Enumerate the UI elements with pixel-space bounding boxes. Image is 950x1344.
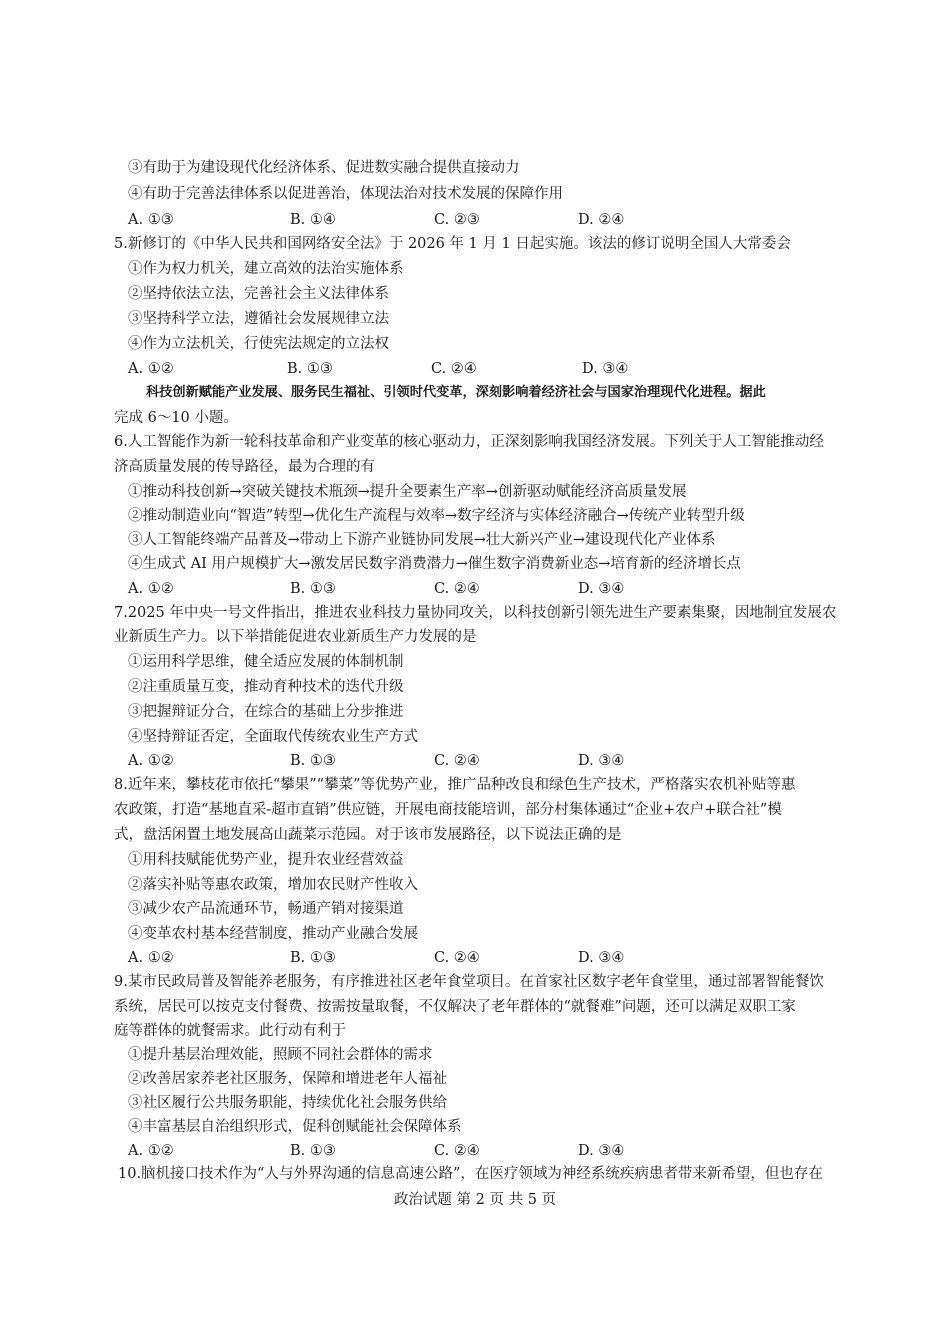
q9-stem-line-2: 系统，居民可以按克支付餐费、按需按量取餐，不仅解决了老年群体的“就餐难”问题，还可以满足双职工家 bbox=[114, 999, 796, 1015]
q4-choice-b: B. ①④ bbox=[290, 212, 336, 228]
q9-choice-a: A. ①② bbox=[128, 1143, 174, 1159]
q6-stem-line-2: 济高质量发展的传导路径，最为合理的有 bbox=[114, 459, 375, 475]
q8-stem-line-2: 农政策，打造“基地直采-超市直销”供应链，开展电商技能培训，部分村集体通过“企业+农户+联合社”模 bbox=[114, 802, 782, 818]
q7-choice-a: A. ①② bbox=[128, 753, 174, 769]
q7-item-3: ③把握辩证分合，在综合的基础上分步推进 bbox=[128, 704, 404, 720]
q7-stem-line-2: 业新质生产力。以下举措能促进农业新质生产力发展的是 bbox=[114, 629, 477, 645]
q7-choice-d: D. ③④ bbox=[578, 753, 625, 769]
q5-item-4: ④作为立法机关，行使宪法规定的立法权 bbox=[128, 336, 389, 352]
q4-choice-a: A. ①③ bbox=[128, 212, 174, 228]
q9-item-4: ④丰富基层自治组织形式，促科创赋能社会保障体系 bbox=[128, 1119, 462, 1135]
q9-choice-c: C. ②④ bbox=[434, 1143, 480, 1159]
q8-item-4: ④变革农村基本经营制度，推动产业融合发展 bbox=[128, 926, 418, 942]
material-line-2: 完成 6～10 小题。 bbox=[114, 410, 238, 426]
q8-stem-line-1: 8.近年来，攀枝花市依托“攀果”“攀菜”等优势产业，推广品种改良和绿色生产技术，严格落实农机补贴等惠 bbox=[114, 777, 796, 793]
q4-item-3: ③有助于为建设现代化经济体系、促进数实融合提供直接动力 bbox=[128, 160, 520, 176]
q8-choice-a: A. ①② bbox=[128, 950, 174, 966]
q5-stem: 5.新修订的《中华人民共和国网络安全法》于 2026 年 1 月 1 日起实施。该法的修订说明全国人大常委会 bbox=[114, 236, 791, 252]
q6-choice-d: D. ③④ bbox=[578, 581, 625, 597]
q4-choice-c: C. ②③ bbox=[434, 212, 480, 228]
q6-item-3: ③人工智能终端产品普及→带动上下游产业链协同发展→壮大新兴产业→建设现代化产业体系 bbox=[128, 532, 716, 548]
q5-item-2: ②坚持依法立法，完善社会主义法律体系 bbox=[128, 286, 389, 302]
q7-choice-b: B. ①③ bbox=[290, 753, 336, 769]
q6-item-1: ①推动科技创新→突破关键技术瓶颈→提升全要素生产率→创新驱动赋能经济高质量发展 bbox=[128, 484, 687, 500]
q9-choice-b: B. ①③ bbox=[290, 1143, 336, 1159]
q6-item-4: ④生成式 AI 用户规模扩大→激发居民数字消费潜力→催生数字消费新业态→培育新的经济增长点 bbox=[128, 556, 741, 572]
q8-item-1: ①用科技赋能优势产业，提升农业经营效益 bbox=[128, 852, 404, 868]
q10-stem-line-1: 10.脑机接口技术作为“人与外界沟通的信息高速公路”，在医疗领域为神经系统疾病患者带来新希望，但也存在 bbox=[118, 1166, 823, 1182]
q8-choice-b: B. ①③ bbox=[290, 950, 336, 966]
q8-item-3: ③减少农产品流通环节，畅通产销对接渠道 bbox=[128, 901, 404, 917]
material-line-1: 科技创新赋能产业发展、服务民生福祉、引领时代变革，深刻影响着经济社会与国家治理现代化进程。据此 bbox=[146, 385, 766, 400]
q8-choice-d: D. ③④ bbox=[578, 950, 625, 966]
q9-stem-line-1: 9.某市民政局普及智能养老服务，有序推进社区老年食堂项目。在首家社区数字老年食堂里，通过部署智能餐饮 bbox=[114, 974, 824, 990]
q6-choice-c: C. ②④ bbox=[434, 581, 480, 597]
q8-stem-line-3: 式，盘活闲置土地发展高山蔬菜示范园。对于该市发展路径，以下说法正确的是 bbox=[114, 827, 622, 843]
q6-choice-b: B. ①③ bbox=[290, 581, 336, 597]
q9-item-1: ①提升基层治理效能，照顾不同社会群体的需求 bbox=[128, 1047, 433, 1063]
q8-item-2: ②落实补贴等惠农政策，增加农民财产性收入 bbox=[128, 877, 418, 893]
q5-choice-b: B. ①③ bbox=[287, 361, 333, 377]
q6-stem-line-1: 6.人工智能作为新一轮科技革命和产业变革的核心驱动力，正深刻影响我国经济发展。下列关于人工智能推动经 bbox=[114, 434, 824, 450]
q5-item-3: ③坚持科学立法，遵循社会发展规律立法 bbox=[128, 311, 389, 327]
page-footer: 政治试题 第 2 页 共 5 页 bbox=[393, 1192, 557, 1208]
q9-choice-d: D. ③④ bbox=[578, 1143, 625, 1159]
q7-item-4: ④坚持辩证否定，全面取代传统农业生产方式 bbox=[128, 729, 418, 745]
q9-stem-line-3: 庭等群体的就餐需求。此行动有利于 bbox=[114, 1023, 346, 1039]
q6-item-2: ②推动制造业向“智造”转型→优化生产流程与效率→数字经济与实体经济融合→传统产业转型升级 bbox=[128, 508, 745, 524]
q4-item-4: ④有助于完善法律体系以促进善治，体现法治对技术发展的保障作用 bbox=[128, 186, 563, 202]
q7-item-2: ②注重质量互变，推动育种技术的迭代升级 bbox=[128, 679, 404, 695]
q5-choice-a: A. ①② bbox=[128, 361, 174, 377]
q8-choice-c: C. ②④ bbox=[434, 950, 480, 966]
q4-choice-d: D. ②④ bbox=[578, 212, 625, 228]
q9-item-2: ②改善居家养老社区服务，保障和增进老年人福祉 bbox=[128, 1071, 447, 1087]
q5-item-1: ①作为权力机关，建立高效的法治实施体系 bbox=[128, 261, 404, 277]
q7-stem-line-1: 7.2025 年中央一号文件指出，推进农业科技力量协同攻关，以科技创新引领先进生产要素集聚，因地制宜发展农 bbox=[114, 605, 837, 621]
q5-choice-d: D. ③④ bbox=[582, 361, 629, 377]
q9-item-3: ③社区履行公共服务职能，持续优化社会服务供给 bbox=[128, 1095, 447, 1111]
q5-choice-c: C. ②④ bbox=[431, 361, 477, 377]
q6-choice-a: A. ①② bbox=[128, 581, 174, 597]
q7-choice-c: C. ②④ bbox=[434, 753, 480, 769]
q7-item-1: ①运用科学思维，健全适应发展的体制机制 bbox=[128, 654, 404, 670]
